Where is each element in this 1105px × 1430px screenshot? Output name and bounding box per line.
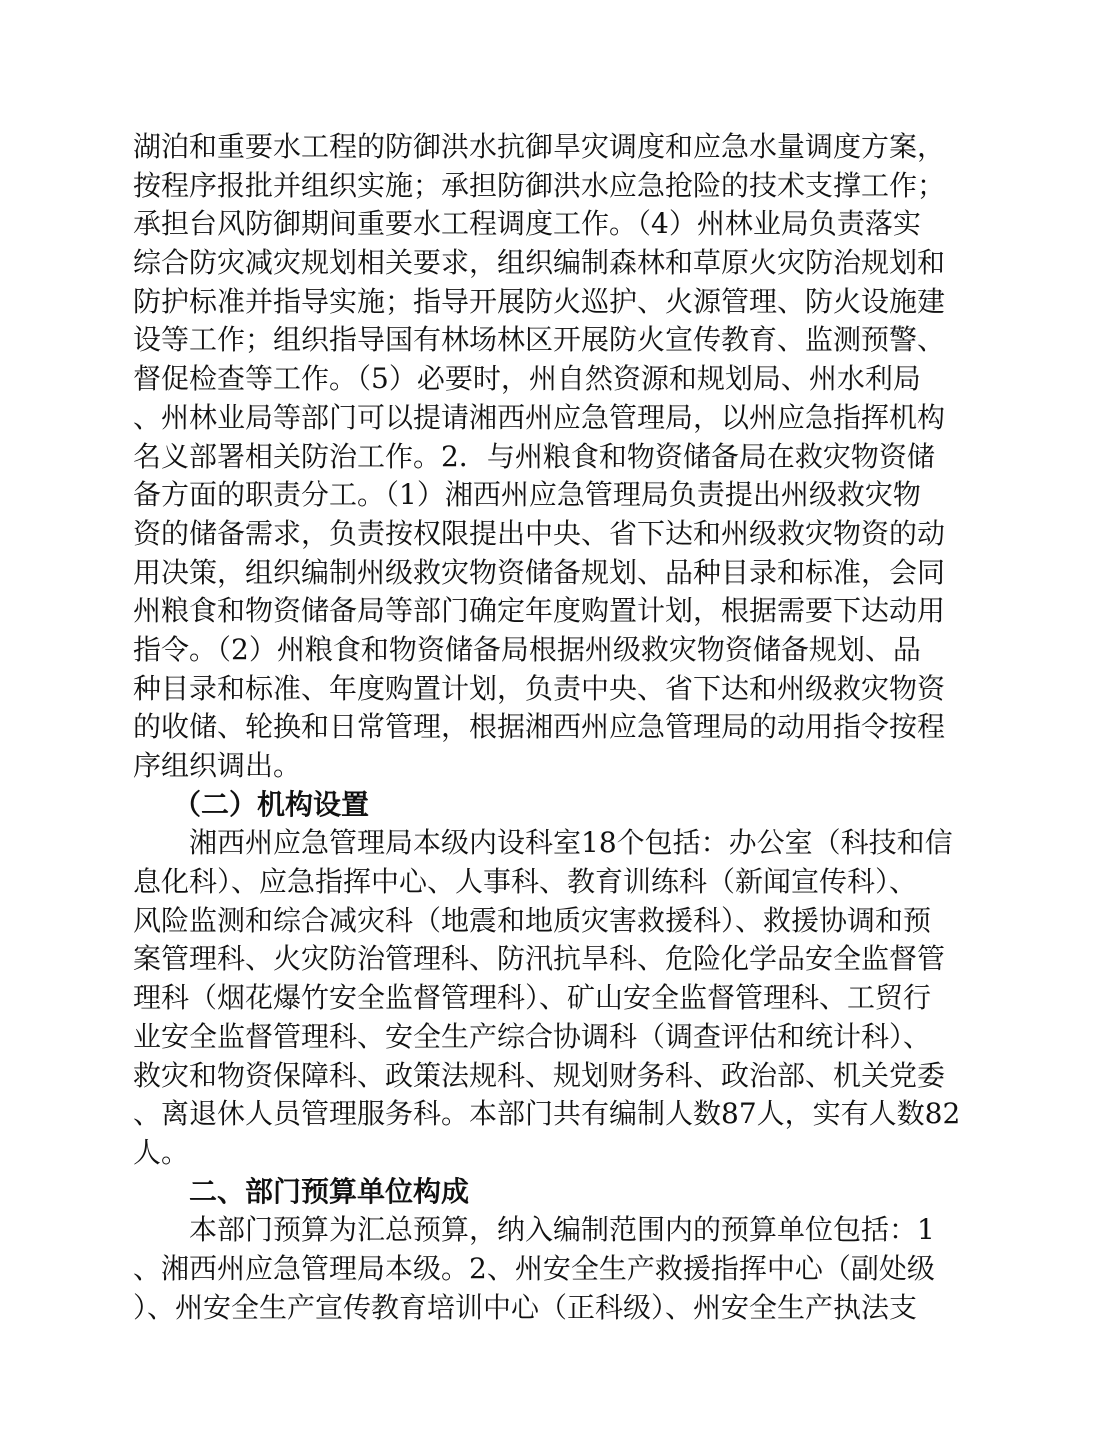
paragraph-line: 风险监测和综合减灾科（地震和地质灾害救援科）、救援协调和预 <box>133 903 932 937</box>
document-body <box>133 128 973 1327</box>
paragraph-line: 综合防灾减灾规划相关要求，组织编制森林和草原火灾防治规划和 <box>133 246 946 280</box>
paragraph-line: 用决策，组织编制州级救灾物资储备规划、品种目录和标准，会同 <box>133 555 946 589</box>
paragraph-line: 按程序报批并组织实施；承担防御洪水应急抢险的技术支撑工作； <box>133 168 946 202</box>
paragraph-line: 序组织调出。 <box>133 749 302 782</box>
paragraph-line: 承担台风防御期间重要水工程调度工作。（4）州林业局负责落实 <box>133 207 921 241</box>
paragraph-line: 资的储备需求，负责按权限提出中央、省下达和州级救灾物资的动 <box>133 516 946 550</box>
section-heading: （二）机构设置 <box>173 787 370 821</box>
paragraph-line: 案管理科、火灾防治管理科、防汛抗旱科、危险化学品安全监督管 <box>133 942 946 976</box>
paragraph-line: 业安全监督管理科、安全生产综合协调科（调查评估和统计科）、 <box>133 1019 932 1053</box>
paragraph-line: 督促检查等工作。（5）必要时，州自然资源和规划局、州水利局 <box>133 362 921 396</box>
paragraph-line: 设等工作；组织指导国有林场林区开展防火宣传教育、监测预警、 <box>133 323 946 357</box>
paragraph-line: 的收储、轮换和日常管理，根据湘西州应急管理局的动用指令按程 <box>133 710 946 744</box>
paragraph-line: 息化科）、应急指挥中心、人事科、教育训练科（新闻宣传科）、 <box>133 865 918 899</box>
paragraph-line: 种目录和标准、年度购置计划，负责中央、省下达和州级救灾物资 <box>133 671 946 705</box>
paragraph-line: 防护标准并指导实施；指导开展防火巡护、火源管理、防火设施建 <box>133 284 946 318</box>
paragraph-line: 备方面的职责分工。（1）湘西州应急管理局负责提出州级救灾物 <box>133 478 921 512</box>
paragraph-line: ）、州安全生产宣传教育培训中心（正科级）、州安全生产执法支 <box>133 1290 918 1324</box>
paragraph-line: 名义部署相关防治工作。2．与州粮食和物资储备局在救灾物资储 <box>133 439 935 473</box>
paragraph-line: 、离退休人员管理服务科。本部门共有编制人数87人，实有人数82 <box>133 1097 961 1131</box>
paragraph-line: 指令。（2）州粮食和物资储备局根据州级救灾物资储备规划、品 <box>133 632 921 666</box>
paragraph-line: 湖泊和重要水工程的防御洪水抗御旱灾调度和应急水量调度方案， <box>133 130 946 163</box>
paragraph-line: 本部门预算为汇总预算，纳入编制范围内的预算单位包括：1 <box>189 1213 935 1247</box>
paragraph-line: 、湘西州应急管理局本级。2、州安全生产救援指挥中心（副处级 <box>133 1251 935 1285</box>
paragraph-line: 救灾和物资保障科、政策法规科、规划财务科、政治部、机关党委 <box>133 1058 946 1092</box>
paragraph-line: 人。 <box>133 1135 190 1169</box>
paragraph-line: 州粮食和物资储备局等部门确定年度购置计划，根据需要下达动用 <box>133 594 946 628</box>
section-heading: 二、部门预算单位构成 <box>189 1174 470 1208</box>
paragraph-line: 理科（烟花爆竹安全监督管理科）、矿山安全监督管理科、工贸行 <box>133 981 932 1015</box>
paragraph-line: 、州林业局等部门可以提请湘西州应急管理局，以州应急指挥机构 <box>133 400 946 434</box>
paragraph-line: 湘西州应急管理局本级内设科室18个包括：办公室（科技和信 <box>189 826 953 860</box>
